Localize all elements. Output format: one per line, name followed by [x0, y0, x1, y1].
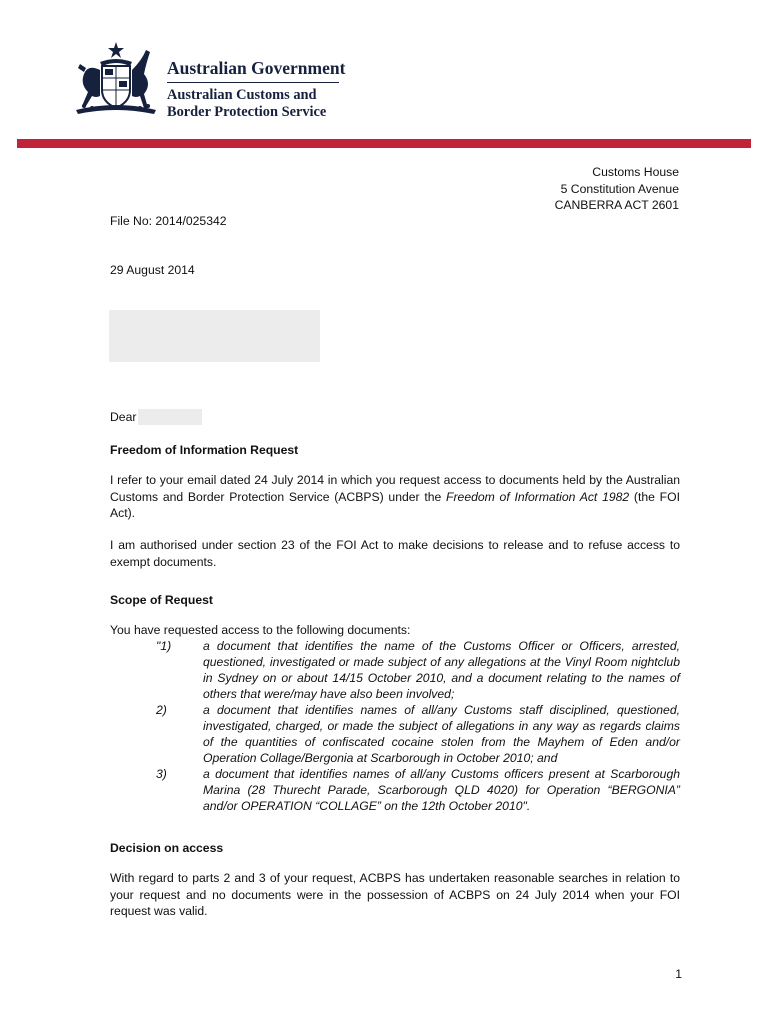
scope-heading: Scope of Request	[110, 593, 213, 607]
intro-paragraph	[110, 472, 680, 522]
list-item	[110, 638, 680, 702]
list-item-text: a document that identifies the name of the Customs Officer or Officers, arrested, questioned, investigated or made subject of any allegations at the Vinyl Room nightclub in Sydney on or about 14/15 October 2010, and a document relating to the names of others that were/may have also been involved;	[203, 639, 680, 701]
scope-intro: You have requested access to the following documents:	[110, 623, 411, 637]
request-list	[110, 638, 680, 814]
salutation: Dear	[110, 410, 137, 424]
list-item-number: "1)	[156, 639, 172, 653]
decision-heading: Decision on access	[110, 841, 224, 855]
list-item-text: a document that identifies names of all/any Customs officers present at Scarborough Marina (28 Thurecht Parade, Scarborough QLD 4020) for Operation “BERGONIA” and/or OPERATION “COLLAGE” on the 12th October 2010".	[203, 767, 680, 813]
commonwealth-coat-of-arms-icon	[70, 40, 162, 118]
decision-paragraph	[110, 870, 680, 920]
intro-text-before: I refer to your email dated 24 July 2014 in which you request access to documents held by the Australian Customs and Border Protection Service (ACBPS) under the	[110, 473, 680, 504]
decision-text: With regard to parts 2 and 3 of your request, ACBPS has undertaken reasonable searches in relation to your request and no documents were in the possession of ACBPS on 24 July 2014 when your FOI request was valid.	[110, 871, 680, 918]
file-number: File No: 2014/025342	[110, 214, 227, 228]
authority-paragraph	[110, 537, 680, 570]
address-line: 5 Constitution Avenue	[560, 181, 679, 196]
subject-heading: Freedom of Information Request	[110, 443, 299, 457]
address-line: CANBERRA ACT 2601	[554, 198, 679, 212]
page-number: 1	[675, 967, 682, 981]
salutation-line	[110, 409, 202, 425]
intro-text-after: (the FOI Act).	[110, 489, 680, 520]
list-item-text: a document that identifies names of all/any Customs staff disciplined, questioned, investigated, charged, or made the subject of allegations in any way as regards claims of the quantities of confiscated cocaine stolen from the Mayhem of Eden and/or Operation Collage/Bergonia at Scarborough in October 2010; and	[203, 703, 680, 765]
department-name-line2: Border Protection Service	[167, 104, 327, 120]
redacted-recipient-name	[138, 409, 202, 425]
redacted-recipient-address	[109, 310, 320, 362]
list-item-number: 2)	[156, 703, 167, 717]
letterhead	[167, 58, 346, 121]
header-rule	[17, 139, 751, 148]
authority-text: I am authorised under section 23 of the FOI Act to make decisions to release and to refuse access to exempt documents.	[110, 538, 680, 569]
list-item	[110, 702, 680, 766]
government-name: Australian Government	[167, 58, 339, 83]
department-name-line1: Australian Customs and	[167, 87, 317, 103]
sender-address	[555, 164, 679, 214]
act-name: Freedom of Information Act 1982	[446, 489, 630, 504]
letter-date: 29 August 2014	[110, 263, 195, 277]
address-line: Customs House	[592, 165, 679, 179]
list-item	[110, 766, 680, 814]
list-item-number: 3)	[156, 767, 167, 781]
